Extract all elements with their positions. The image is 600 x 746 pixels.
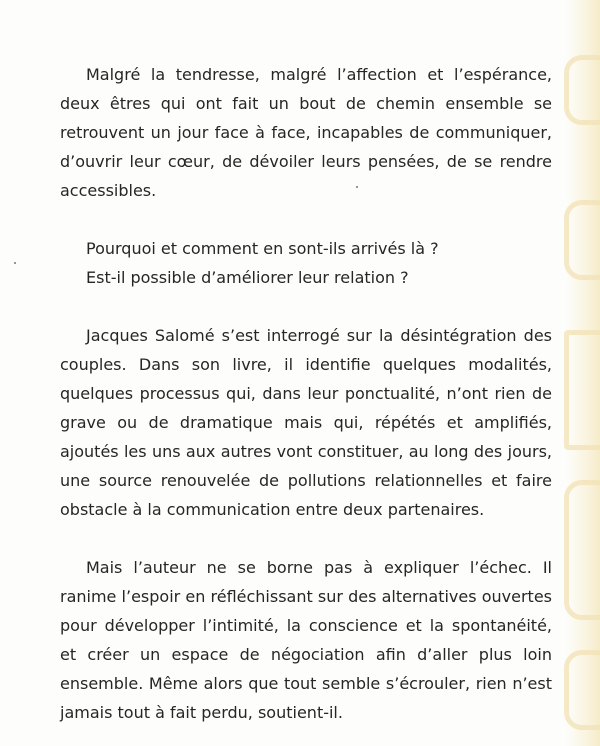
paragraph-author: Jacques Salomé s’est interrogé sur la désintégration des couples. Dans son livre, il identifie quelques modalités, quelques processus qui, dans leur ponctualité, n’ont rien de grave ou de dramatique mais qui, répétés et amplifiés, ajoutés les uns aux autres vont constituer, au long des jours, une source renouvelée de pollutions relationnelles et faire obstacle à la communication entre deux partenaires. — [60, 326, 552, 519]
questions-block — [60, 234, 552, 292]
decorative-glyph — [564, 55, 600, 125]
decorative-glyph — [564, 330, 600, 450]
question-line: Est-il possible d’améliorer leur relation ? — [86, 268, 409, 287]
paragraph-conclusion: Mais l’auteur ne se borne pas à expliquer l’échec. Il ranime l’espoir en réfléchissant sur des alternatives ouvertes pour développer l’intimité, la conscience et la spontanéité, et créer un espace de négociation afin d’aller plus loin ensemble. Même alors que tout semble s’écrouler, rien n’est jamais tout à fait perdu, soutient-il. — [60, 558, 552, 722]
paragraph-intro: Malgré la tendresse, malgré l’affection et l’espérance, deux êtres qui ont fait un bout de chemin ensemble se retrouvent un jour face à face, incapables de communiquer, d’ouvrir leur cœur, de dévoiler leurs pensées, de se rendre accessibles. — [60, 65, 552, 200]
question-line: Pourquoi et comment en sont-ils arrivés là ? — [86, 239, 439, 258]
body-text — [60, 60, 552, 727]
decorative-glyph — [564, 480, 600, 620]
page-edge-decoration — [566, 0, 600, 746]
decorative-glyph — [564, 200, 600, 280]
decorative-glyph — [564, 650, 600, 730]
scan-speck — [14, 262, 16, 264]
